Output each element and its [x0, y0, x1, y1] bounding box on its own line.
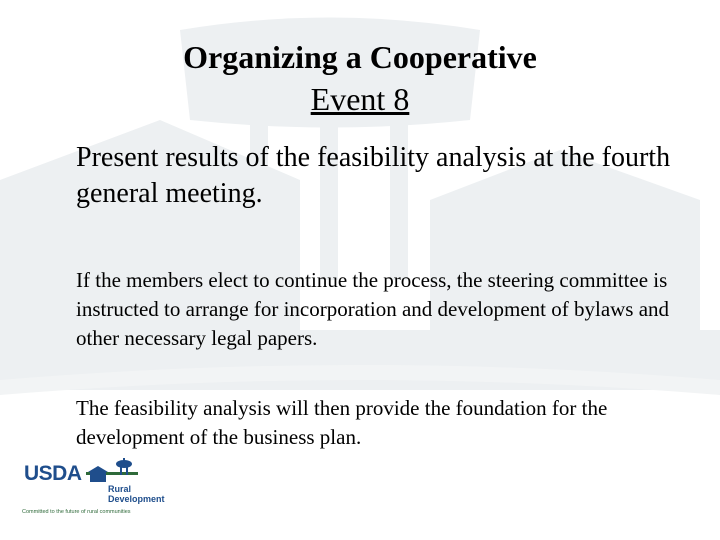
development-label: Development [108, 494, 165, 504]
slide-subtitle: Event 8 [310, 81, 410, 117]
slide-title: Organizing a Cooperative [183, 39, 537, 75]
paragraph-steering-committee: If the members elect to continue the process, the steering committee is instructed to arrange for incorporation and development of bylaws and other necessary legal papers. [76, 268, 670, 350]
usda-rural-development-logo [22, 458, 165, 522]
lead-statement: Present results of the feasibility analysis at the fourth general meeting. [76, 142, 671, 209]
rural-label: Rural [108, 484, 132, 494]
rural-development-wordmark [108, 484, 165, 504]
paragraph-business-plan: The feasibility analysis will then provide the foundation for the development of the business plan. [76, 396, 608, 449]
usda-wordmark: USDA [24, 462, 82, 485]
logo-tagline: Committed to the future of rural communities [22, 509, 131, 515]
